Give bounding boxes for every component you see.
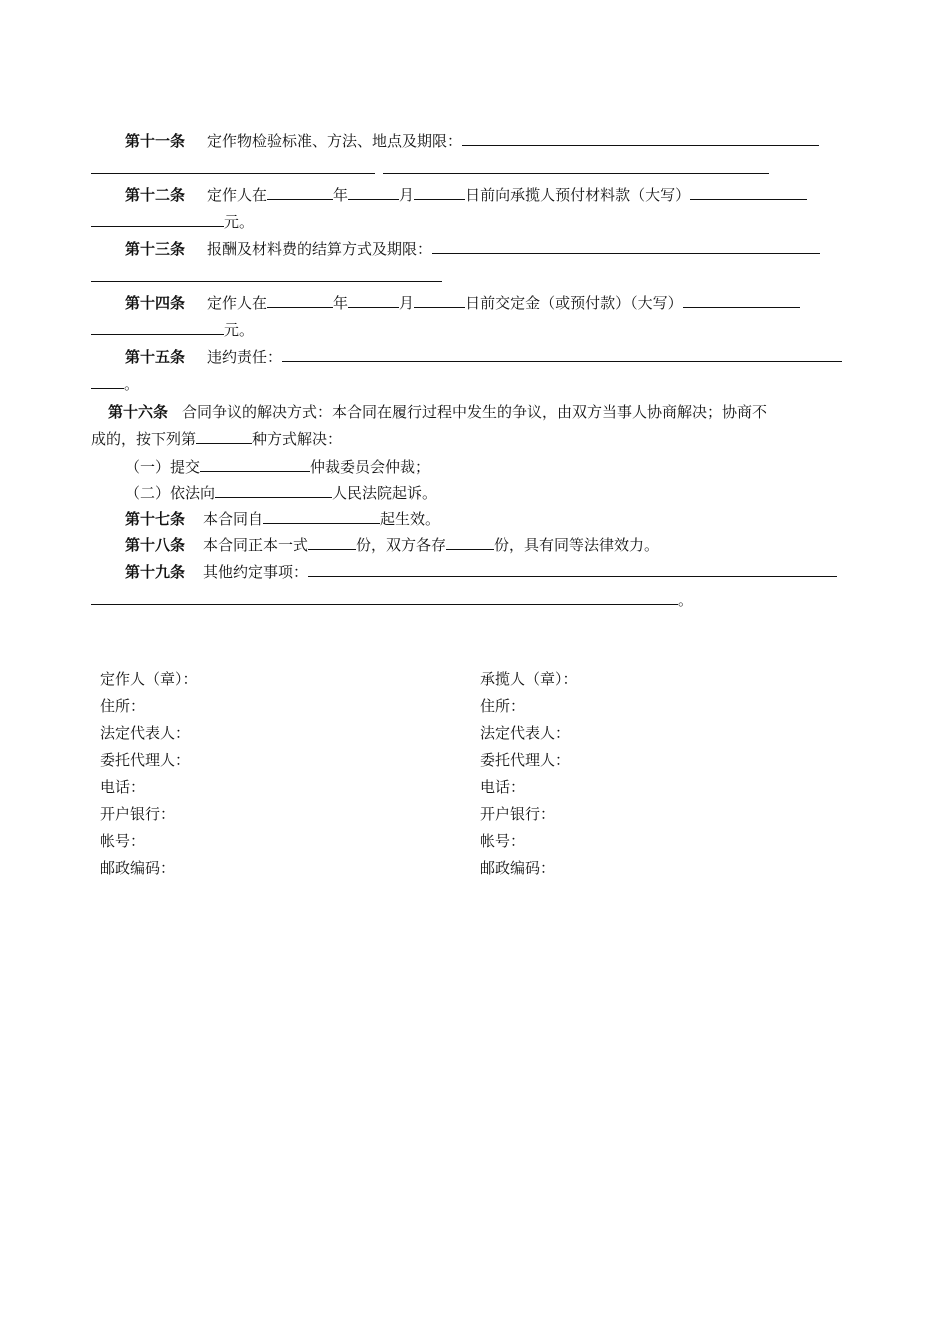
article-14-continuation [91,320,857,340]
article-text: 其他约定事项： [203,563,309,581]
copies-each-blank[interactable] [446,535,494,550]
option-1 [91,457,857,477]
month-blank[interactable] [348,293,399,308]
option-text: （二）依法向 [125,484,216,502]
agent-label: 委托代理人： [100,751,191,769]
blank-field[interactable] [91,267,442,282]
period: 。 [678,591,694,609]
bank-label: 开户银行： [100,805,176,823]
article-text: 起生效。 [380,510,441,528]
currency-label: 元。 [224,321,255,339]
article-text: 合同争议的解决方式：本合同在履行过程中发生的争议，由双方当事人协商解决；协商不 [182,403,768,421]
article-15 [91,347,857,367]
phone-label: 电话： [100,778,146,796]
article-18 [91,535,857,555]
phone-label: 电话： [480,778,526,796]
article-number: 第十一条 [125,132,186,150]
amount-blank[interactable] [690,185,807,200]
postcode-label: 邮政编码： [100,859,176,877]
account-label: 帐号： [100,832,146,850]
article-11 [91,131,857,151]
article-text: 成的，按下列第 [91,430,197,448]
blank-field[interactable] [91,590,678,605]
year-label: 年 [333,294,349,312]
address-label: 住所： [480,697,526,715]
copies-blank[interactable] [308,535,356,550]
blank-field[interactable] [91,374,124,389]
article-number: 第十五条 [125,348,186,366]
year-blank[interactable] [267,293,333,308]
year-blank[interactable] [267,185,333,200]
article-text: 本合同正本一式 [203,536,309,554]
account-label: 帐号： [480,832,526,850]
blank-field[interactable] [308,562,837,577]
amount-blank[interactable] [91,212,224,227]
contractor-seal-label: 承揽人（章）： [480,670,578,688]
article-text: 种方式解决： [252,430,343,448]
article-number: 第十四条 [125,294,186,312]
article-text: 份，具有同等法律效力。 [494,536,660,554]
article-number: 第十七条 [125,510,186,528]
blank-field[interactable] [462,131,819,146]
article-19-continuation [91,590,857,610]
year-label: 年 [333,186,349,204]
option-2 [91,483,857,503]
option-text: 仲裁委员会仲裁； [310,458,431,476]
article-13-continuation [91,267,857,287]
month-label: 月 [399,186,415,204]
amount-blank[interactable] [91,320,224,335]
article-number: 第十九条 [125,563,186,581]
article-text: 定作物检验标准、方法、地点及期限： [207,132,463,150]
article-text: 日前交定金（或预付款）（大写） [465,294,683,312]
contractor-seal-label: 定作人（章）： [100,670,198,688]
option-text: （一）提交 [125,458,201,476]
article-number: 第十六条 [108,403,169,421]
court-blank[interactable] [215,483,332,498]
agent-label: 委托代理人： [480,751,571,769]
postcode-label: 邮政编码： [480,859,556,877]
bank-label: 开户银行： [480,805,556,823]
amount-blank[interactable] [683,293,800,308]
article-text: 报酬及材料费的结算方式及期限： [207,240,433,258]
day-blank[interactable] [414,293,465,308]
blank-field[interactable] [383,159,769,174]
article-text: 本合同自 [203,510,264,528]
legal-rep-label: 法定代表人： [480,724,571,742]
article-12 [91,185,857,205]
article-11-continuation [91,159,857,179]
arbitration-blank[interactable] [200,457,310,472]
article-number: 第十三条 [125,240,186,258]
legal-rep-label: 法定代表人： [100,724,191,742]
day-blank[interactable] [414,185,465,200]
article-text: 份，双方各存 [356,536,447,554]
article-text: 定作人在 [207,186,268,204]
article-text: 定作人在 [207,294,268,312]
article-16 [91,402,857,422]
month-blank[interactable] [348,185,399,200]
article-16-line-2 [91,429,857,449]
blank-field[interactable] [282,347,842,362]
month-label: 月 [399,294,415,312]
article-19 [91,562,857,582]
currency-label: 元。 [224,213,255,231]
article-14 [91,293,857,313]
option-text: 人民法院起诉。 [332,484,438,502]
address-label: 住所： [100,697,146,715]
article-15-continuation [91,374,857,394]
blank-field[interactable] [432,239,820,254]
article-12-continuation [91,212,857,232]
method-blank[interactable] [196,429,252,444]
article-13 [91,239,857,259]
article-text: 违约责任： [207,348,283,366]
effective-date-blank[interactable] [263,509,380,524]
article-number: 第十二条 [125,186,186,204]
blank-field[interactable] [91,159,375,174]
article-number: 第十八条 [125,536,186,554]
article-17 [91,509,857,529]
period: 。 [124,375,140,393]
article-text: 日前向承揽人预付材料款（大写） [465,186,691,204]
